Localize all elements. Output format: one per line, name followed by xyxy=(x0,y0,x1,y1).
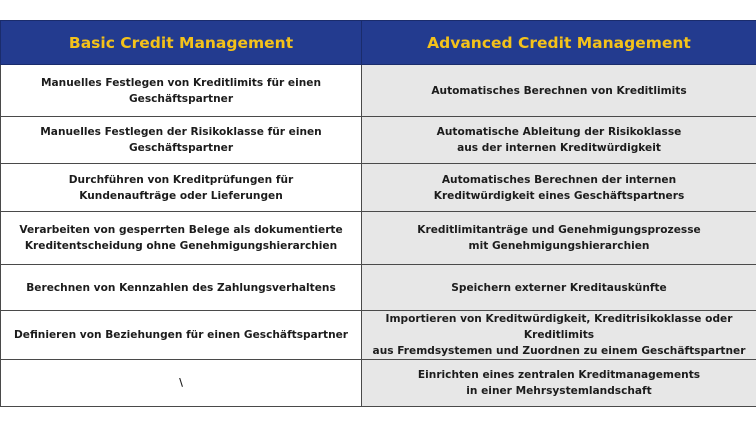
table-header-row xyxy=(1,21,756,65)
cell-line: Kundenaufträge oder Lieferungen xyxy=(79,189,283,202)
cell-line: Automatisches Berechnen der internen xyxy=(441,173,677,186)
advanced-cell xyxy=(362,164,756,212)
cell-line: Manuelles Festlegen der Risikoklasse für einen Geschäftspartner xyxy=(40,126,322,154)
cell-line: Verarbeiten von gesperrten Belege als dokumentierte xyxy=(19,224,343,236)
cell-line: Automatische Ableitung der Risikoklasse xyxy=(436,126,682,138)
advanced-cell xyxy=(362,117,756,164)
table-row xyxy=(1,212,756,265)
cell-line: Kreditentscheidung ohne Genehmigungshierarchien xyxy=(24,240,338,252)
credit-management-comparison-table xyxy=(0,20,756,407)
cell-line: Manuelles Festlegen von Kreditlimits für einen Geschäftspartner xyxy=(40,76,322,105)
cell-line: \ xyxy=(179,377,183,389)
advanced-cell xyxy=(362,311,756,360)
cell-line: in einer Mehrsystemlandschaft xyxy=(466,385,652,397)
cell-line: Automatisches Berechnen von Kreditlimits xyxy=(431,84,687,97)
cell-line: Importieren von Kreditwürdigkeit, Kreditrisikoklasse oder Kreditlimits xyxy=(385,313,733,341)
cell-line: Durchführen von Kreditprüfungen für xyxy=(68,173,294,186)
header-basic-credit-management: Basic Credit Management xyxy=(1,21,362,65)
cell-line: Kreditlimitanträge und Genehmigungsprozesse xyxy=(417,224,701,236)
comparison-table-container xyxy=(0,20,756,405)
basic-cell xyxy=(1,265,362,311)
cell-line: aus Fremdsystemen und Zuordnen zu einem Geschäftspartner xyxy=(372,345,746,357)
cell-line: Kreditwürdigkeit eines Geschäftspartners xyxy=(433,189,685,202)
cell-line: Speichern externer Kreditauskünfte xyxy=(451,281,667,294)
table-row xyxy=(1,117,756,164)
basic-cell xyxy=(1,117,362,164)
table-row xyxy=(1,265,756,311)
header-advanced-credit-management: Advanced Credit Management xyxy=(362,21,756,65)
table-row xyxy=(1,65,756,117)
advanced-cell xyxy=(362,212,756,265)
basic-cell xyxy=(1,65,362,117)
advanced-cell xyxy=(362,265,756,311)
table-row xyxy=(1,311,756,360)
table-row xyxy=(1,164,756,212)
advanced-cell xyxy=(362,65,756,117)
cell-line: Berechnen von Kennzahlen des Zahlungsverhaltens xyxy=(26,281,336,294)
cell-line: Einrichten eines zentralen Kreditmanagements xyxy=(417,369,701,381)
cell-line: Definieren von Beziehungen für einen Geschäftspartner xyxy=(13,329,349,341)
basic-cell xyxy=(1,212,362,265)
basic-cell xyxy=(1,164,362,212)
advanced-cell xyxy=(362,360,756,407)
basic-cell xyxy=(1,311,362,360)
cell-line: mit Genehmigungshierarchien xyxy=(468,240,650,252)
table-row xyxy=(1,360,756,407)
cell-line: aus der internen Kreditwürdigkeit xyxy=(457,142,661,154)
basic-cell xyxy=(1,360,362,407)
